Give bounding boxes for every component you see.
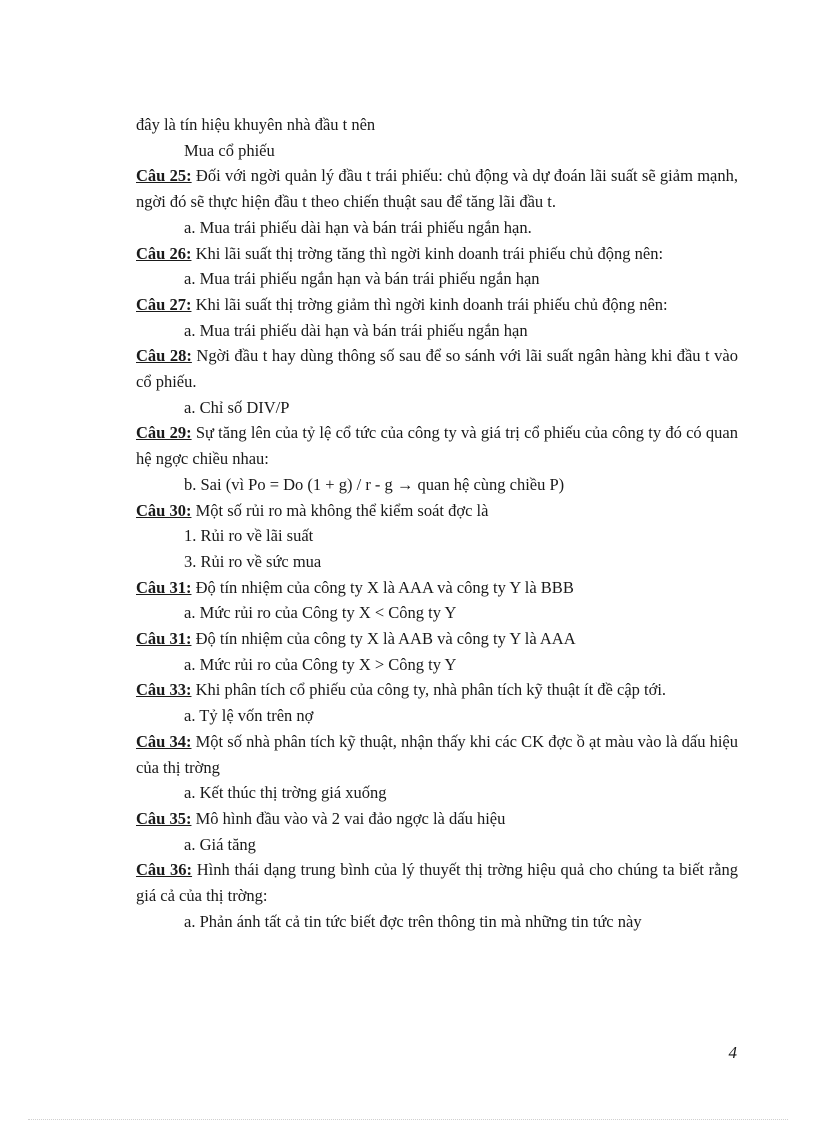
answer-line: a. Phản ánh tất cả tin tức biết đợc trên thông tin mà những tin tức này xyxy=(184,911,642,931)
question-list xyxy=(136,163,738,934)
answer-line: a. Chỉ số DIV/P xyxy=(184,397,290,417)
question-label: Câu 25: xyxy=(136,166,192,186)
answer-line: a. Mua trái phiếu ngắn hạn và bán trái phiếu ngắn hạn xyxy=(184,269,540,289)
question-label: Câu 27: xyxy=(136,294,192,314)
question-text: Độ tín nhiệm của công ty X là AAB và công ty Y là AAA xyxy=(191,629,576,649)
answer-line: a. Tỷ lệ vốn trên nợ xyxy=(184,706,314,726)
question-item xyxy=(136,806,738,832)
question-text: Khi lãi suất thị trờng tăng thì ngời kinh doanh trái phiếu chủ động nên: xyxy=(191,243,664,263)
question-label: Câu 28: xyxy=(136,346,192,366)
answer-line: a. Mua trái phiếu dài hạn và bán trái phiếu ngắn hạn. xyxy=(184,217,532,237)
question-text: Mô hình đầu vào và 2 vai đảo ngợc là dấu hiệu xyxy=(191,808,506,828)
question-text: Khi phân tích cổ phiếu của công ty, nhà phân tích kỹ thuật ít đề cập tới. xyxy=(191,680,667,700)
answer-line: a. Giá tăng xyxy=(184,834,256,854)
question-label: Câu 35: xyxy=(136,808,192,828)
question-item xyxy=(136,626,738,652)
question-label: Câu 33: xyxy=(136,680,192,700)
question-text: Đối với ngời quản lý đầu t trái phiếu: chủ động và dự đoán lãi suất sẽ giảm mạnh, ngời đó sẽ thực hiện đầu t theo chiến thuật sau để tăng lãi đầu t. xyxy=(136,166,738,212)
question-label: Câu 29: xyxy=(136,423,192,443)
question-item xyxy=(136,857,738,908)
question-item xyxy=(136,729,738,780)
question-text: Độ tín nhiệm của công ty X là AAA và công ty Y là BBB xyxy=(191,577,574,597)
question-text: Khi lãi suất thị trờng giảm thì ngời kinh doanh trái phiếu chủ động nên: xyxy=(191,294,668,314)
question-label: Câu 31: xyxy=(136,577,192,597)
answer-line: 1. Rủi ro về lãi suất xyxy=(184,526,314,546)
question-label: Câu 26: xyxy=(136,243,192,263)
document-body xyxy=(136,112,738,935)
question-label: Câu 36: xyxy=(136,860,193,880)
question-item xyxy=(136,575,738,601)
question-item xyxy=(136,163,738,214)
answer-line: 3. Rủi ro về sức mua xyxy=(184,551,322,571)
answer-line: a. Mức rủi ro của Công ty X > Công ty Y xyxy=(184,654,457,674)
question-label: Câu 34: xyxy=(136,731,192,751)
question-text: Một số rủi ro mà không thể kiểm soát đợc là xyxy=(191,500,489,520)
answer-line: a. Mua trái phiếu dài hạn và bán trái phiếu ngắn hạn xyxy=(184,320,528,340)
question-label: Câu 31: xyxy=(136,629,192,649)
question-item xyxy=(136,498,738,524)
question-text: Sự tăng lên của tỷ lệ cổ tức của công ty và giá trị cổ phiếu của công ty đó có quan hệ ngợc chiều nhau: xyxy=(136,423,738,469)
question-text: Một số nhà phân tích kỹ thuật, nhận thấy khi các CK đợc ồ ạt màu vào là dấu hiệu của thị trờng xyxy=(136,731,738,777)
answer-line: a. Kết thúc thị trờng giá xuống xyxy=(184,783,387,803)
text-line: đây là tín hiệu khuyên nhà đầu t nên xyxy=(136,115,376,134)
question-item xyxy=(136,343,738,394)
question-item xyxy=(136,420,738,471)
footer-divider xyxy=(28,1119,788,1120)
answer-line: b. Sai (vì Po = Do (1 + g) / r - g → quan hệ cùng chiều P) xyxy=(184,474,565,494)
answer-line: a. Mức rủi ro của Công ty X < Công ty Y xyxy=(184,603,457,623)
question-item xyxy=(136,241,738,267)
page-number: 4 xyxy=(728,1043,737,1062)
question-label: Câu 30: xyxy=(136,500,192,520)
question-text: Ngời đầu t hay dùng thông số sau để so sánh với lãi suất ngân hàng khi đầu t vào cổ phiếu. xyxy=(136,346,738,392)
question-item xyxy=(136,292,738,318)
question-item xyxy=(136,677,738,703)
question-text: Hình thái dạng trung bình của lý thuyết thị trờng hiệu quả cho chúng ta biết rằng giá cả của thị trờng: xyxy=(136,860,738,906)
text-line: Mua cổ phiếu xyxy=(184,140,275,160)
